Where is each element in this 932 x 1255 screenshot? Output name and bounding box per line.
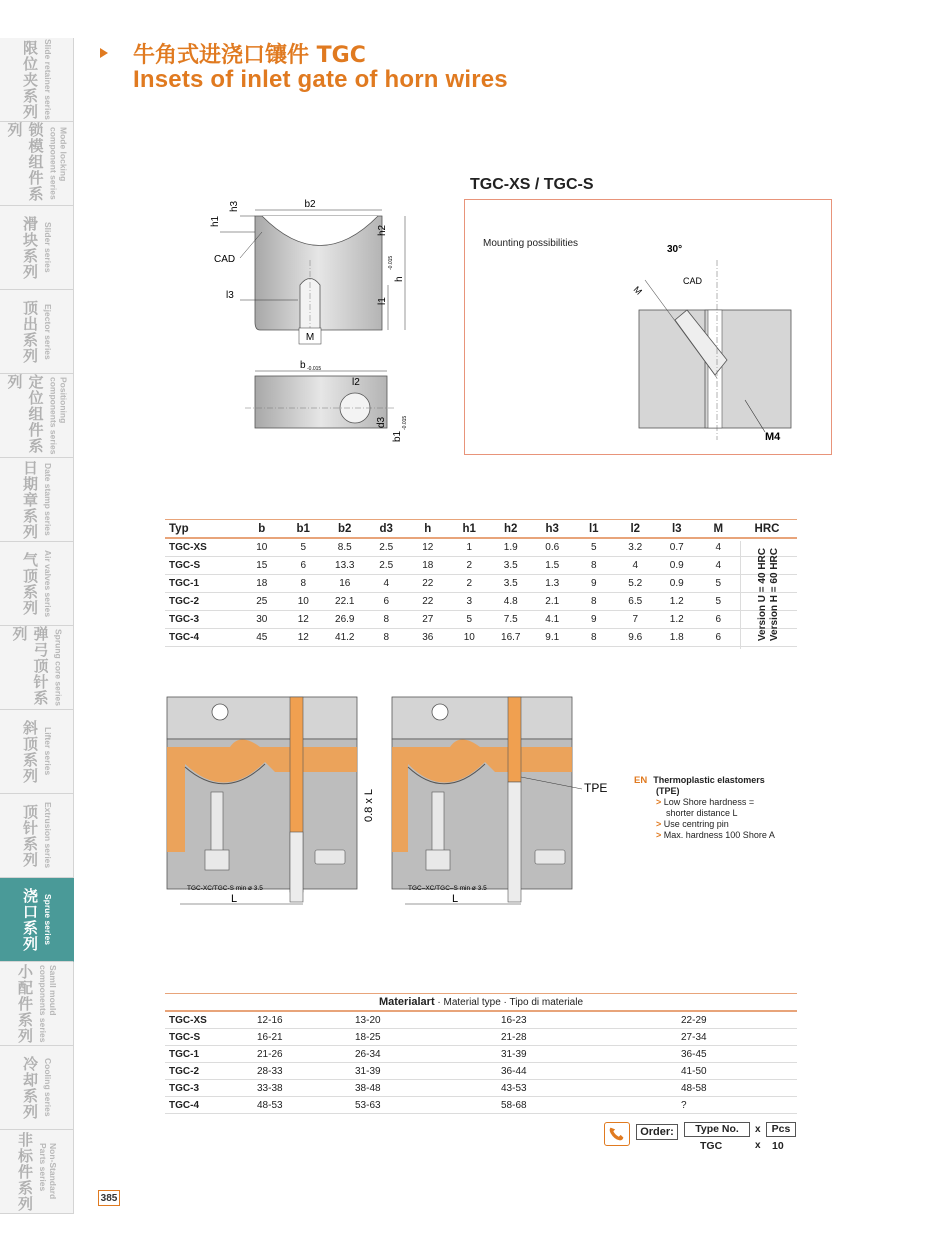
table-cell: TGC-XS <box>169 1014 207 1026</box>
page-title-en: Insets of inlet gate of horn wires <box>133 66 508 93</box>
dimensions-table-body <box>165 539 797 647</box>
table-row <box>165 1046 797 1063</box>
table-cell: 13-20 <box>355 1014 381 1026</box>
sidebar-item[interactable] <box>0 1130 74 1214</box>
table-cell: 1.5 <box>545 560 560 571</box>
table-cell: TGC-2 <box>169 1065 199 1077</box>
table-cell: 18 <box>422 560 434 571</box>
table-cell: 8 <box>590 632 597 643</box>
table-cell: TGC-S <box>169 1031 201 1043</box>
dim-h-tol: -0.015 <box>388 255 394 270</box>
table-cell: 36-45 <box>681 1048 707 1060</box>
sidebar-item-cn: 顶针系列 <box>21 803 39 868</box>
table-cell: 5 <box>466 614 473 625</box>
table-cell: 22 <box>422 578 434 589</box>
table-cell: 3 <box>466 596 473 607</box>
sidebar-item[interactable] <box>0 878 74 962</box>
sidebar-item[interactable] <box>0 962 74 1046</box>
mold-left-dim-l: L <box>231 893 238 905</box>
table-cell: 7.5 <box>503 614 518 625</box>
dimensions-table <box>165 519 797 647</box>
table-cell: 1.2 <box>669 614 684 625</box>
material-title-rest: · Material type · Tipo di materiale <box>434 997 584 1008</box>
sidebar-item-en: Lifter series <box>43 727 53 776</box>
sidebar-item[interactable] <box>0 458 74 542</box>
dim-h1: h1 <box>210 215 221 227</box>
tpe-notes <box>634 775 775 841</box>
sidebar-item-en: Slide retainer series <box>43 39 53 120</box>
header-cell: b2 <box>338 522 352 535</box>
material-table <box>165 993 797 1114</box>
table-cell: 4 <box>632 560 639 571</box>
table-cell: 0.6 <box>545 542 560 553</box>
mold-right-tpe-label: TPE <box>584 781 608 795</box>
mounting-panel <box>464 199 832 455</box>
table-cell: 30 <box>256 614 268 625</box>
table-cell: 31-39 <box>501 1048 527 1060</box>
table-row <box>165 593 797 611</box>
table-cell: 36 <box>422 632 434 643</box>
dimensions-table-header <box>165 519 797 539</box>
dim-l3: l3 <box>226 290 234 301</box>
order-type-value: TGC <box>700 1140 723 1152</box>
table-cell: 6.5 <box>628 596 643 607</box>
mounting-m: M <box>631 284 644 297</box>
sidebar-item[interactable] <box>0 38 74 122</box>
table-cell: 10 <box>297 596 309 607</box>
table-cell: 0.9 <box>669 560 684 571</box>
table-cell: 27 <box>422 614 434 625</box>
mounting-cad: CAD <box>683 276 703 286</box>
table-cell: 6 <box>715 632 722 643</box>
table-cell: 3.5 <box>503 578 518 589</box>
table-cell: 0.7 <box>669 542 684 553</box>
mounting-m4: M4 <box>765 431 781 443</box>
tpe-item-text: Use centring pin <box>663 819 729 829</box>
dim-h3: h3 <box>229 200 240 212</box>
order-box <box>604 1122 804 1162</box>
table-cell: 8 <box>383 614 390 625</box>
insert-technical-drawing <box>200 190 430 460</box>
table-cell: 12 <box>422 542 434 553</box>
tpe-list-item <box>656 819 775 830</box>
table-cell: 41-50 <box>681 1065 707 1077</box>
sidebar-item-cn: 锁模组件系列 <box>5 122 45 202</box>
table-cell: 38-48 <box>355 1082 381 1094</box>
dim-b1-tol: -0.015 <box>402 415 408 430</box>
table-cell: 18 <box>256 578 268 589</box>
table-cell: 9.1 <box>545 632 560 643</box>
table-cell: 16 <box>339 578 351 589</box>
mold-diagram-standard <box>165 692 380 922</box>
table-cell: 5 <box>300 542 307 553</box>
table-cell: TGC-1 <box>169 578 199 589</box>
table-cell: 18-25 <box>355 1031 381 1043</box>
table-cell: 2.5 <box>379 560 394 571</box>
mold-left-dim-08l: 0.8 x L <box>363 788 375 822</box>
order-x: x <box>755 1140 761 1151</box>
page-number: 385 <box>98 1190 120 1206</box>
mounting-angle: 30° <box>667 244 683 255</box>
table-cell: 12 <box>297 632 309 643</box>
table-cell: TGC-2 <box>169 596 199 607</box>
sidebar-item-cn: 小配件系列 <box>16 963 34 1044</box>
table-cell: 7 <box>632 614 639 625</box>
order-x: x <box>755 1124 761 1135</box>
phone-icon <box>604 1122 630 1146</box>
table-cell: 13.3 <box>335 560 355 571</box>
table-cell: 43-53 <box>501 1082 527 1094</box>
table-cell: 22 <box>422 596 434 607</box>
table-cell: 27-34 <box>681 1031 707 1043</box>
table-row <box>165 1063 797 1080</box>
dim-l2: l2 <box>352 377 360 388</box>
dim-h: h <box>394 276 405 282</box>
table-cell: 0.9 <box>669 578 684 589</box>
sidebar-item-en: Extrusion series <box>43 802 53 869</box>
table-cell: 31-39 <box>355 1065 381 1077</box>
table-cell: 48-53 <box>257 1099 283 1111</box>
table-cell: 8.5 <box>337 542 352 553</box>
table-cell: TGC-4 <box>169 1099 199 1111</box>
table-cell: 12 <box>297 614 309 625</box>
sidebar-item-cn: 非标件系列 <box>16 1131 34 1212</box>
table-cell: 4.1 <box>545 614 560 625</box>
table-cell: 21-28 <box>501 1031 527 1043</box>
mold-left-pin-label: TGC-XC/TGC-S min ø 3.5 <box>187 885 263 892</box>
order-pcs-value: 10 <box>772 1140 784 1152</box>
table-cell: ? <box>681 1099 687 1111</box>
dim-cad: CAD <box>214 254 236 265</box>
sidebar-item-en: Air valves series <box>43 549 53 618</box>
table-row <box>165 1080 797 1097</box>
table-cell: 6 <box>300 560 307 571</box>
table-cell: 53-63 <box>355 1099 381 1111</box>
sidebar-item[interactable] <box>0 374 74 458</box>
table-cell: 8 <box>383 632 390 643</box>
table-cell: 28-33 <box>257 1065 283 1077</box>
table-row <box>165 1097 797 1114</box>
sidebar-item-en: Mode locking component series <box>48 127 69 200</box>
sidebar-item-cn: 冷却系列 <box>21 1055 39 1120</box>
table-cell: 4 <box>715 542 722 553</box>
table-cell: 33-38 <box>257 1082 283 1094</box>
table-cell: 58-68 <box>501 1099 527 1111</box>
hrc-note <box>740 541 796 649</box>
header-cell: M <box>713 522 724 535</box>
table-cell: TGC-3 <box>169 1082 199 1094</box>
tpe-list <box>656 797 775 841</box>
table-cell: 8 <box>590 596 597 607</box>
sidebar-item-cn: 定位组件系列 <box>5 374 45 454</box>
hrc-note-text: Version U = 40 HRC Version H = 60 HRC <box>756 548 780 642</box>
table-cell: 16.7 <box>501 632 521 643</box>
table-cell: 12-16 <box>257 1014 283 1026</box>
table-cell: 22.1 <box>335 596 355 607</box>
table-cell: 6 <box>715 614 722 625</box>
table-cell: 16-23 <box>501 1014 527 1026</box>
dim-b-tol: -0.015 <box>307 366 322 372</box>
mold-right-dim-l: L <box>452 893 459 905</box>
table-cell: 4 <box>715 560 722 571</box>
table-cell: 2 <box>466 578 473 589</box>
table-cell: 36-44 <box>501 1065 527 1077</box>
tpe-item-sub: shorter distance L <box>666 808 738 818</box>
dim-m: M <box>305 332 315 343</box>
sidebar-item-cn: 弹弓顶针系列 <box>10 626 50 706</box>
table-cell: 25 <box>256 596 268 607</box>
table-cell: 22-29 <box>681 1014 707 1026</box>
category-sidebar <box>0 38 74 1210</box>
sidebar-item-en: Positioning components series <box>48 376 69 455</box>
title-arrow-icon <box>100 48 108 58</box>
dim-b1: b1 <box>392 430 403 442</box>
sidebar-item-cn: 气顶系列 <box>21 551 39 616</box>
table-cell: TGC-4 <box>169 632 199 643</box>
table-cell: 8 <box>300 578 307 589</box>
table-cell: 1.2 <box>669 596 684 607</box>
table-cell: 41.2 <box>335 632 355 643</box>
dim-l1: l1 <box>377 297 388 305</box>
sidebar-item-en: Samll mould components series <box>38 964 58 1043</box>
material-table-body <box>165 1012 797 1114</box>
sidebar-item[interactable] <box>0 626 74 710</box>
table-cell: 3.2 <box>628 542 643 553</box>
table-row <box>165 611 797 629</box>
sidebar-item-en: Ejector series <box>43 303 53 360</box>
table-cell: TGC-XS <box>169 542 207 553</box>
sidebar-item[interactable] <box>0 542 74 626</box>
sidebar-item[interactable] <box>0 290 74 374</box>
table-cell: 9.6 <box>628 632 643 643</box>
table-row <box>165 575 797 593</box>
table-cell: 26-34 <box>355 1048 381 1060</box>
mounting-caption: Mounting possibilities <box>483 238 579 249</box>
sidebar-item-en: Date stamp series <box>43 463 53 536</box>
header-cell: b <box>258 522 266 535</box>
table-cell: 3.5 <box>503 560 518 571</box>
material-title-bold: Materialart <box>378 996 435 1008</box>
table-cell: TGC-S <box>169 560 201 571</box>
sidebar-item-en: Cooling series <box>43 1058 53 1117</box>
sidebar-item[interactable] <box>0 122 74 206</box>
header-cell: h <box>424 522 432 535</box>
order-label: Order: <box>636 1124 678 1140</box>
table-cell: 2 <box>466 560 473 571</box>
table-cell: 2.1 <box>545 596 560 607</box>
dim-b2: b2 <box>304 199 316 210</box>
table-cell: 48-58 <box>681 1082 707 1094</box>
table-row <box>165 1029 797 1046</box>
tpe-item-text: Low Shore hardness = <box>663 797 755 807</box>
table-cell: 21-26 <box>257 1048 283 1060</box>
table-cell: 8 <box>590 560 597 571</box>
header-cell: l3 <box>671 522 682 535</box>
table-cell: 10 <box>463 632 475 643</box>
sidebar-item[interactable] <box>0 1046 74 1130</box>
header-cell: HRC <box>754 522 780 535</box>
table-row <box>165 557 797 575</box>
tpe-list-item <box>656 830 775 841</box>
header-cell: b1 <box>296 522 310 535</box>
sidebar-item-en: Non-Standard Parts series <box>38 1143 58 1200</box>
table-cell: 10 <box>256 542 268 553</box>
sidebar-item[interactable] <box>0 794 74 878</box>
sidebar-item[interactable] <box>0 206 74 290</box>
mounting-drawing <box>465 200 831 454</box>
table-cell: 1 <box>466 542 473 553</box>
order-type-head: Type No. <box>684 1122 750 1137</box>
mold-right-pin-label: TGC–XC/TGC–S min ø 3.5 <box>408 885 487 892</box>
page-title-cn: 牛角式进浇口镶件 TGC <box>133 43 366 68</box>
table-row <box>165 539 797 557</box>
tpe-heading-2: (TPE) <box>656 786 680 796</box>
table-row <box>165 1012 797 1029</box>
sidebar-item-cn: 斜顶系列 <box>21 719 39 784</box>
sidebar-item-cn: 日期章系列 <box>21 459 39 540</box>
dim-b: b <box>300 360 306 371</box>
tpe-list-item <box>656 797 775 819</box>
table-cell: 45 <box>256 632 268 643</box>
table-cell: 5 <box>715 596 722 607</box>
sidebar-item-cn: 浇口系列 <box>21 887 39 952</box>
sidebar-item-cn: 滑块系列 <box>21 215 39 280</box>
sidebar-item-en: Sprue series <box>43 893 53 946</box>
table-cell: 5 <box>590 542 597 553</box>
table-cell: 2.5 <box>379 542 394 553</box>
table-cell: 9 <box>590 578 597 589</box>
sidebar-item[interactable] <box>0 710 74 794</box>
table-cell: TGC-1 <box>169 1048 199 1060</box>
header-cell: l1 <box>588 522 599 535</box>
table-cell: 4.8 <box>503 596 518 607</box>
sidebar-item-cn: 顶出系列 <box>21 299 39 364</box>
table-cell: 9 <box>590 614 597 625</box>
header-cell: h1 <box>462 522 476 535</box>
mold-diagram-tpe <box>390 692 615 922</box>
tpe-heading: Thermoplastic elastomers <box>653 775 765 785</box>
table-cell: 1.8 <box>669 632 684 643</box>
sidebar-item-en: Sprung core series <box>53 628 64 706</box>
tpe-item-text: Max. hardness 100 Shore A <box>663 830 775 840</box>
table-cell: 16-21 <box>257 1031 283 1043</box>
header-cell: h2 <box>504 522 518 535</box>
table-cell: 26.9 <box>335 614 355 625</box>
header-cell: d3 <box>379 522 393 535</box>
mounting-title: TGC-XS / TGC-S <box>470 176 594 193</box>
header-cell: l2 <box>630 522 641 535</box>
table-cell: 6 <box>383 596 390 607</box>
table-cell: 1.9 <box>503 542 518 553</box>
header-cell: Typ <box>169 522 189 535</box>
table-cell: 5 <box>715 578 722 589</box>
table-cell: 5.2 <box>628 578 643 589</box>
material-table-header <box>165 993 797 1012</box>
sidebar-item-en: Slider series <box>43 222 53 273</box>
header-cell: h3 <box>545 522 559 535</box>
dim-h2: h2 <box>377 224 388 236</box>
tpe-en-label: EN <box>634 775 648 786</box>
table-cell: 1.3 <box>545 578 560 589</box>
table-cell: TGC-3 <box>169 614 199 625</box>
sidebar-item-cn: 限位夹系列 <box>21 39 39 120</box>
order-pcs-head: Pcs <box>766 1122 796 1137</box>
table-cell: 4 <box>383 578 390 589</box>
dim-d3: d3 <box>376 416 387 428</box>
table-row <box>165 629 797 647</box>
table-cell: 15 <box>256 560 268 571</box>
